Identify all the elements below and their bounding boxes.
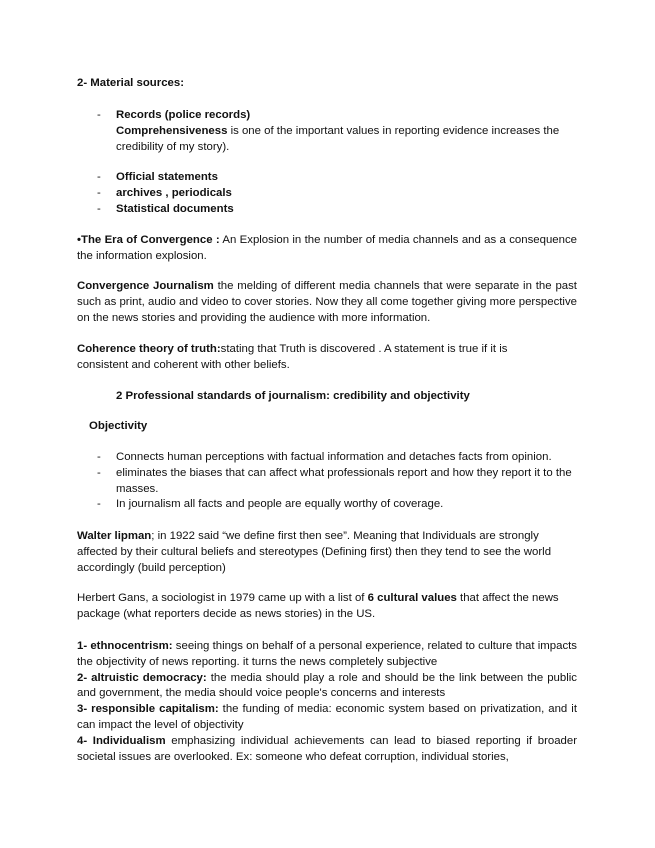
list-item: [97, 202, 577, 218]
item-text: the funding of media: economic system based on privatization, and it can impact the level of objectivity: [77, 703, 577, 731]
dash-bullet: -: [97, 451, 101, 463]
paragraph-text: stating that Truth is discovered . A statement is true if it is consistent and coherent with other beliefs.: [77, 343, 508, 371]
cultural-value-item: [77, 734, 577, 766]
paragraph-text: Herbert Gans, a sociologist in 1979 came up with a list of: [77, 592, 368, 604]
cultural-value-item: [77, 639, 577, 671]
dash-bullet: -: [97, 187, 101, 199]
bullet-text: archives , periodicals: [116, 187, 232, 199]
paragraph-coherence-theory: [77, 342, 557, 374]
bold-term: Convergence Journalism: [77, 280, 214, 292]
paragraph-convergence-journalism: [77, 279, 577, 326]
item-text: emphasizing individual achievements can lead to biased reporting if broader societal issues are overlooked. Ex: someone who defeat corruption, individual stories,: [77, 734, 577, 763]
bullet-text: Connects human perceptions with factual information and detaches facts from opinion.: [116, 451, 552, 463]
bold-term: 2- altruistic democracy:: [77, 671, 207, 684]
cultural-values-list: [77, 639, 577, 765]
paragraph-herbert-gans: [77, 591, 577, 623]
list-item: [97, 450, 577, 466]
bold-term: Comprehensiveness: [116, 124, 228, 137]
dash-bullet: -: [97, 467, 101, 479]
cultural-value-item: [77, 702, 577, 734]
dash-bullet: -: [97, 109, 101, 121]
dash-bullet: -: [97, 498, 101, 510]
cultural-value-item: [77, 671, 577, 703]
bold-term: 3- responsible capitalism:: [77, 703, 219, 716]
bullet-title: Records (police records): [116, 109, 251, 121]
list-item: [97, 108, 577, 155]
list-item: [97, 497, 577, 513]
list-item: [97, 186, 577, 202]
bold-term: •The Era of Convergence :: [77, 234, 220, 246]
bold-term: 4- Individualism: [77, 734, 166, 747]
section-heading-material-sources: [77, 76, 577, 92]
paragraph-text: the melding of different media channels that were separate in the past such as print, audio and video to cover stories. Now they all come together giving more perspective on the news stories and providing the audience with more information.: [77, 280, 577, 324]
list-item: [97, 170, 577, 186]
list-item: [97, 466, 572, 498]
bullet-text: In journalism all facts and people are equally worthy of coverage.: [116, 498, 444, 510]
bold-term: 1- ethnocentrism:: [77, 640, 173, 652]
paragraph-text: that affect the news package (what reporters decide as news stories) in the US.: [77, 592, 559, 620]
dash-bullet: -: [97, 203, 101, 215]
paragraph-text: An Explosion in the number of media channels and as a consequence the information explosion.: [77, 234, 577, 262]
bullet-text: Statistical documents: [116, 203, 234, 215]
paragraph-era-of-convergence: [77, 233, 577, 265]
heading-text: 2- Material sources:: [77, 77, 184, 89]
heading-text: 2 Professional standards of journalism: credibility and objectivity: [116, 390, 470, 402]
bold-term: 6 cultural values: [367, 592, 457, 604]
paragraph-text: ; in 1922 said “we define first then see”. Meaning that Individuals are strongly affected by their cultural beliefs and stereotypes (Defining first) then they tend to see the world accordingly (build perception): [77, 530, 552, 574]
section-heading-professional-standards: [116, 389, 616, 405]
section-heading-objectivity: [89, 419, 589, 435]
bold-term: Coherence theory of truth:: [77, 343, 221, 355]
dash-bullet: -: [97, 171, 101, 183]
item-text: seeing things on behalf of a personal experience, related to culture that impacts the objectivity of news reporting. it turns the news completely subjective: [77, 640, 577, 668]
bullet-text: is one of the important values in reporting evidence increases the credibility of my story).: [116, 124, 560, 153]
heading-text: Objectivity: [89, 420, 148, 432]
bullet-text: eliminates the biases that can affect what professionals report and how they report it to the masses.: [116, 467, 572, 495]
paragraph-walter-lipman: [77, 529, 567, 576]
bold-term: Walter lipman: [77, 530, 152, 542]
item-text: the media should play a role and should be the link between the public and government, the media should voice people's concerns and interests: [77, 671, 577, 700]
bullet-text: Official statements: [116, 171, 218, 183]
